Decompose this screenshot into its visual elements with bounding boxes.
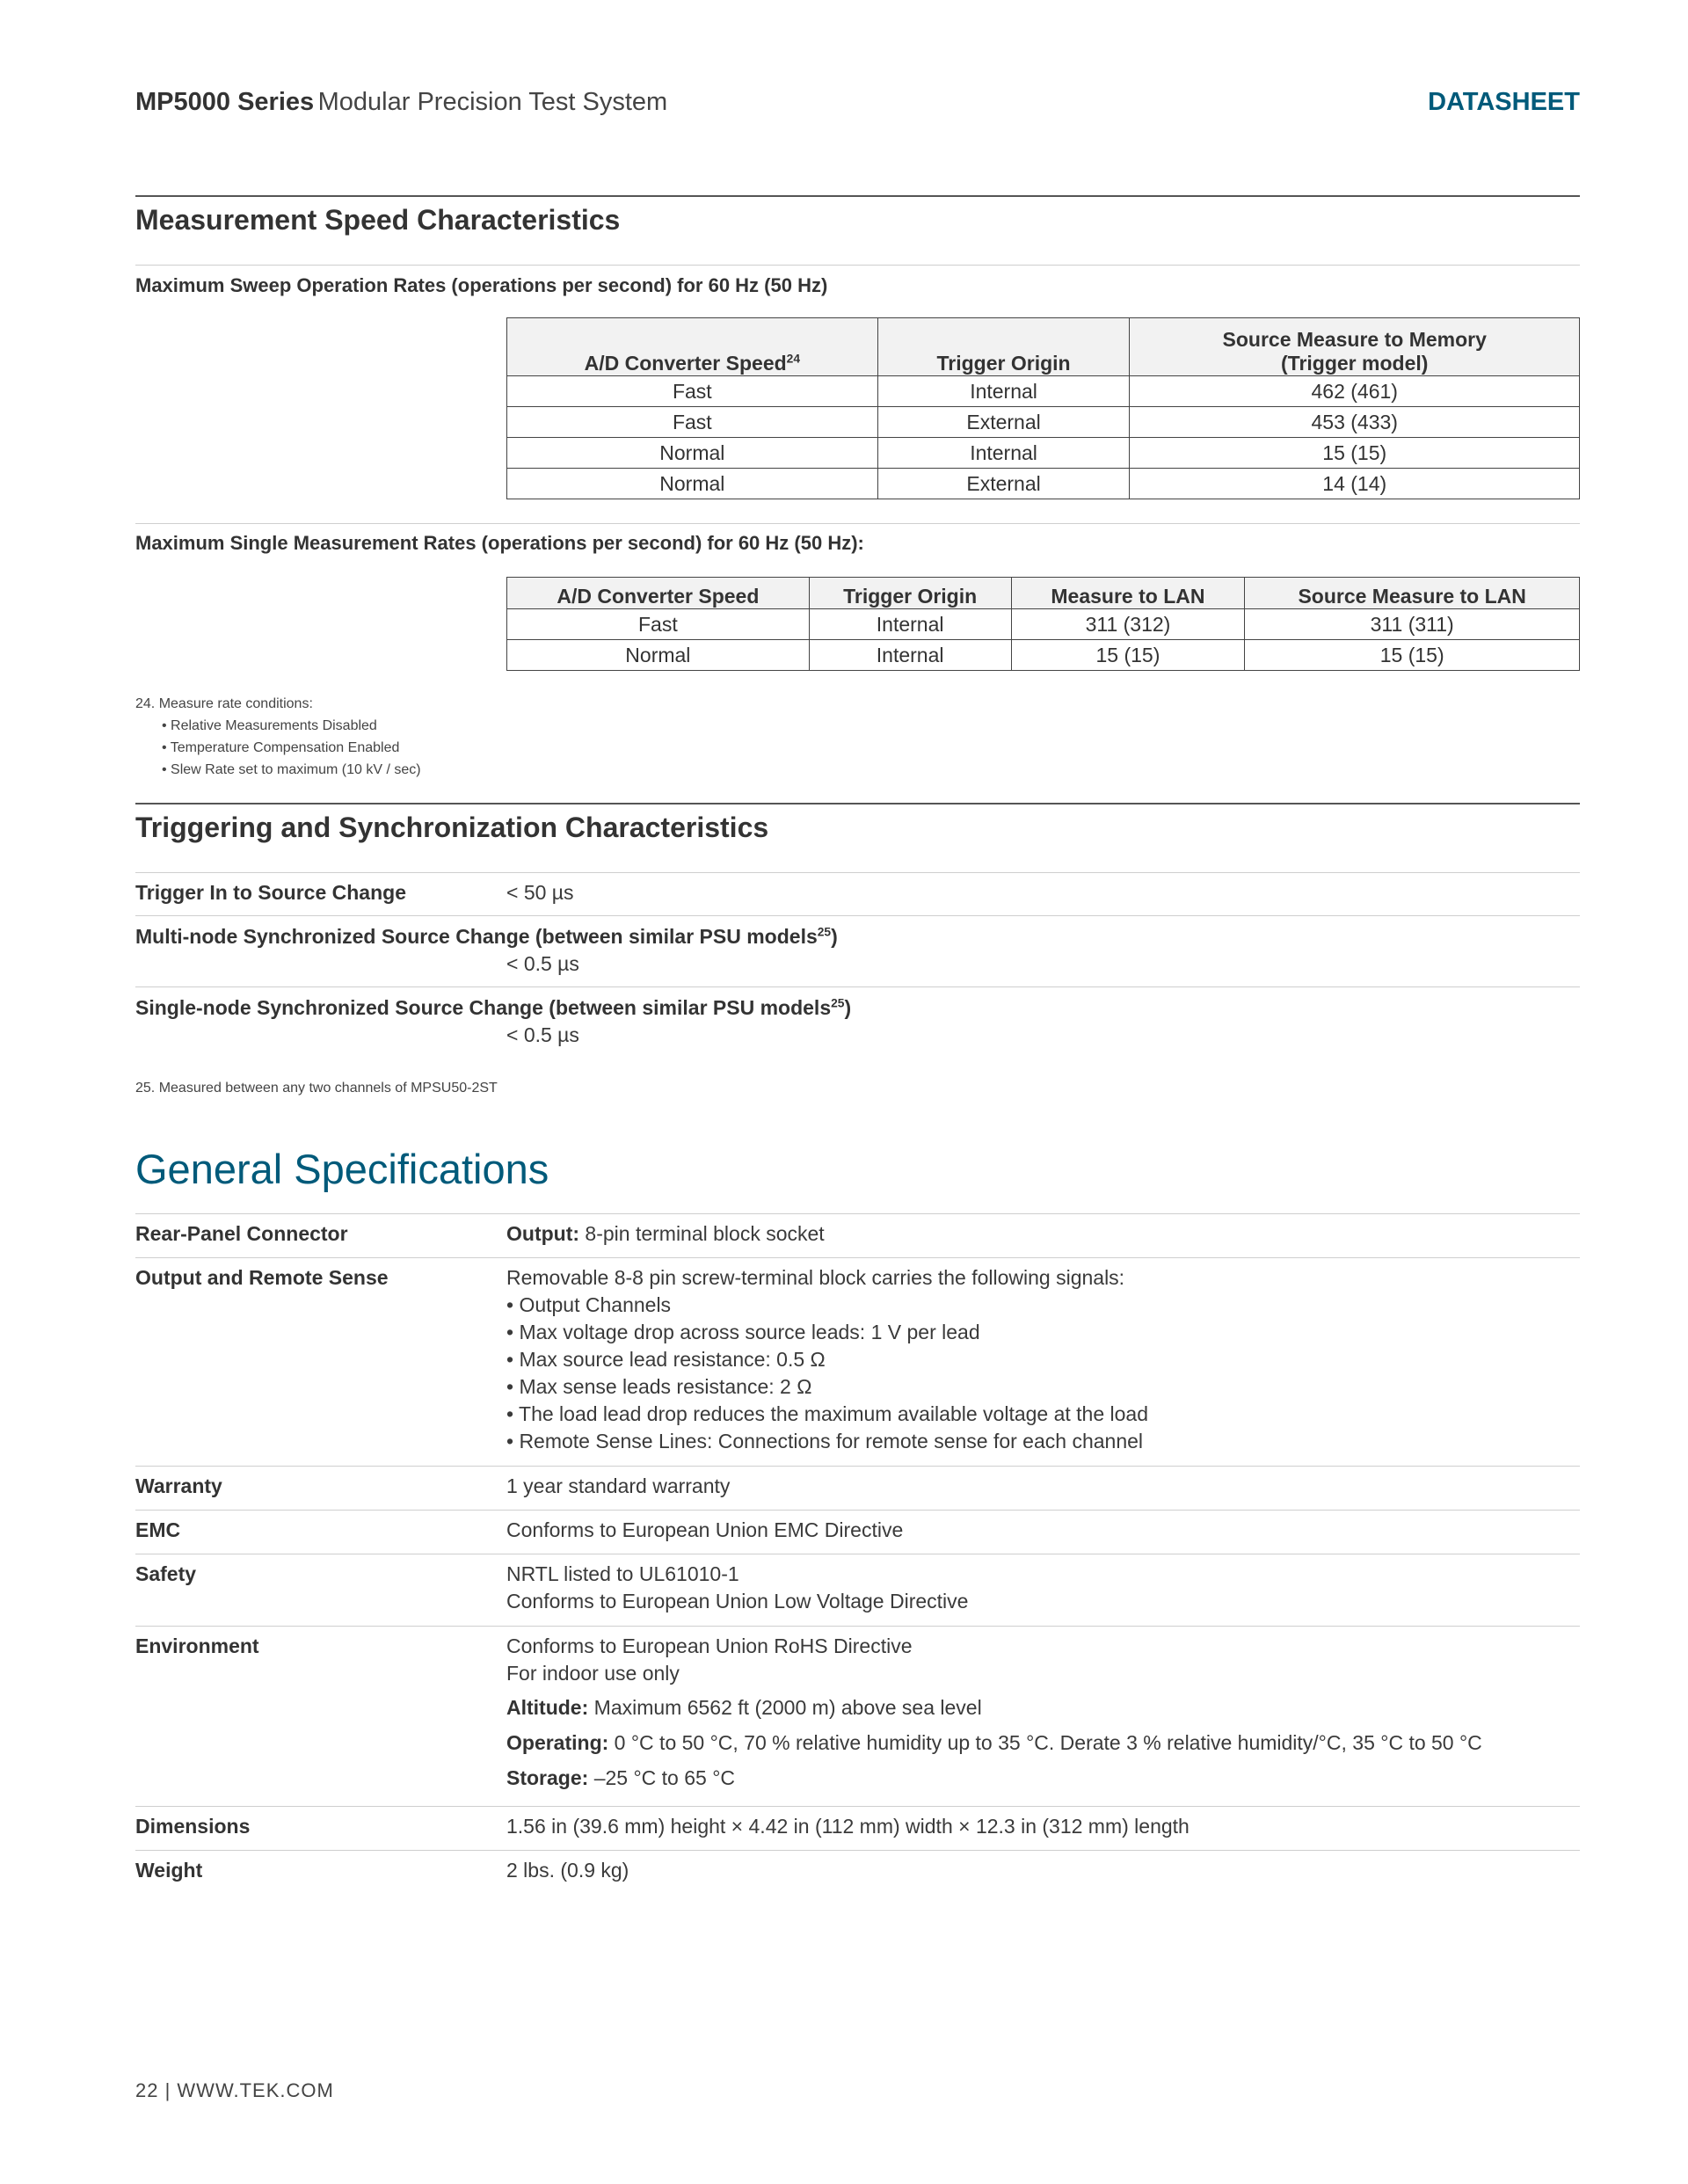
cell: 15 (15) [1130, 438, 1580, 469]
spec-value [506, 1633, 1482, 1792]
spec-value: < 50 µs [506, 881, 574, 904]
spec-value: < 0.5 µs [506, 1023, 579, 1046]
series-name: MP5000 Series [135, 88, 315, 116]
spec-value [506, 1561, 968, 1615]
divider [135, 872, 1580, 873]
cell: Internal [877, 438, 1130, 469]
datasheet-label: DATASHEET [1428, 88, 1580, 116]
footnote-25: 25. Measured between any two channels of MPSU50-2ST [135, 1081, 498, 1096]
spec-line: NRTL listed to UL61010-1 [506, 1562, 739, 1585]
cell: Normal [507, 469, 878, 499]
table-row [507, 376, 1580, 407]
spec-line: Altitude: Maximum 6562 ft (2000 m) above sea level [506, 1696, 982, 1719]
page-header [135, 88, 1580, 123]
column-header: A/D Converter Speed [507, 578, 810, 609]
series-subtitle: Modular Precision Test System [317, 88, 668, 116]
footnote-item: • Relative Measurements Disabled [162, 718, 377, 733]
table-header-row [507, 578, 1580, 609]
section-divider [135, 803, 1580, 804]
cell: 453 (433) [1130, 407, 1580, 438]
divider [135, 1466, 1580, 1467]
spec-value: 2 lbs. (0.9 kg) [506, 1859, 629, 1882]
cell: 15 (15) [1245, 640, 1580, 671]
spec-label: Rear-Panel Connector [135, 1222, 348, 1245]
cell: Normal [507, 438, 878, 469]
spec-label: Dimensions [135, 1815, 251, 1838]
column-header: Trigger Origin [809, 578, 1011, 609]
spec-value: Conforms to European Union EMC Directive [506, 1518, 904, 1541]
list-intro: Removable 8-8 pin screw-terminal block carries the following signals: [506, 1266, 1125, 1289]
divider [135, 1806, 1580, 1807]
spec-label: Single-node Synchronized Source Change (between similar PSU models$^{25}$) [135, 996, 852, 1019]
cell: Internal [877, 376, 1130, 407]
spec-value: 1 year standard warranty [506, 1474, 731, 1497]
cell: 462 (461) [1130, 376, 1580, 407]
measurement-speed-heading: Measurement Speed Characteristics [135, 204, 621, 236]
spec-label: Safety [135, 1562, 197, 1585]
list-item: • Remote Sense Lines: Connections for remote sense for each channel [506, 1430, 1144, 1452]
sweep-rate-table [506, 317, 1580, 499]
spec-value: Output: 8-pin terminal block socket [506, 1222, 825, 1245]
divider [135, 1626, 1580, 1627]
cell: Fast [507, 609, 810, 640]
table-row [507, 609, 1580, 640]
list-item: • Max voltage drop across source leads: 1 V per lead [506, 1321, 980, 1343]
cell: External [877, 469, 1130, 499]
spec-line: Conforms to European Union RoHS Directive [506, 1634, 913, 1657]
table-header-row [507, 318, 1580, 376]
spec-label: Environment [135, 1634, 259, 1657]
divider [135, 523, 1580, 524]
footnote-item: • Temperature Compensation Enabled [162, 740, 400, 755]
cell: Internal [809, 640, 1011, 671]
spec-line: Conforms to European Union Low Voltage Directive [506, 1590, 969, 1613]
cell: 14 (14) [1130, 469, 1580, 499]
cell: 311 (312) [1011, 609, 1245, 640]
footnote-item: • Slew Rate set to maximum (10 kV / sec) [162, 762, 421, 777]
list-item: • Output Channels [506, 1293, 672, 1316]
table-row [507, 469, 1580, 499]
spec-value: 1.56 in (39.6 mm) height × 4.42 in (112 mm) width × 12.3 in (312 mm) length [506, 1815, 1190, 1838]
spec-value: < 0.5 µs [506, 952, 579, 975]
cell: Normal [507, 640, 810, 671]
divider [135, 1510, 1580, 1511]
spec-label: Weight [135, 1859, 203, 1882]
divider [135, 986, 1580, 987]
spec-label: Warranty [135, 1474, 222, 1497]
general-specifications-heading: General Specifications [135, 1146, 549, 1192]
cell: 15 (15) [1011, 640, 1245, 671]
divider [135, 265, 1580, 266]
divider [135, 1213, 1580, 1214]
divider [135, 1257, 1580, 1258]
triggering-heading: Triggering and Synchronization Characteristics [135, 812, 769, 843]
spec-line: Storage: –25 °C to 65 °C [506, 1766, 736, 1789]
footnote-24 [135, 693, 421, 781]
single-rate-caption: Maximum Single Measurement Rates (operations per second) for 60 Hz (50 Hz): [135, 532, 864, 554]
cell: External [877, 407, 1130, 438]
table-row [507, 407, 1580, 438]
cell: 311 (311) [1245, 609, 1580, 640]
divider [135, 1850, 1580, 1851]
table-row [507, 438, 1580, 469]
spec-label: Multi-node Synchronized Source Change (between similar PSU models$^{25}$) [135, 925, 838, 948]
column-header: Measure to LAN [1011, 578, 1245, 609]
sweep-caption: Maximum Sweep Operation Rates (operations per second) for 60 Hz (50 Hz) [135, 274, 828, 296]
column-header: Source Measure to Memory (Trigger model) [1130, 318, 1580, 376]
list-item: • Max sense leads resistance: 2 Ω [506, 1375, 812, 1398]
page-footer: 22 | WWW.TEK.COM [135, 2079, 334, 2101]
footnote-title: 24. Measure rate conditions: [135, 696, 313, 711]
cell: Fast [507, 376, 878, 407]
spec-line: Operating: 0 °C to 50 °C, 70 % relative humidity up to 35 °C. Derate 3 % relative humidity/°C, 35 °C to 50 °C [506, 1731, 1482, 1754]
section-divider [135, 195, 1580, 197]
spec-label: EMC [135, 1518, 181, 1541]
cell: Fast [507, 407, 878, 438]
column-header: Source Measure to LAN [1245, 578, 1580, 609]
spec-label: Trigger In to Source Change [135, 881, 406, 904]
table-row [507, 640, 1580, 671]
spec-line: For indoor use only [506, 1662, 680, 1685]
single-rate-table [506, 577, 1580, 671]
divider [135, 915, 1580, 916]
cell: Internal [809, 609, 1011, 640]
list-item: • The load lead drop reduces the maximum available voltage at the load [506, 1402, 1149, 1425]
spec-value-list [506, 1264, 1148, 1455]
spec-label: Output and Remote Sense [135, 1266, 389, 1289]
list-item: • Max source lead resistance: 0.5 Ω [506, 1348, 826, 1371]
column-header: Trigger Origin [877, 318, 1130, 376]
column-header: A/D Converter Speed$^{24}$ [507, 318, 878, 376]
